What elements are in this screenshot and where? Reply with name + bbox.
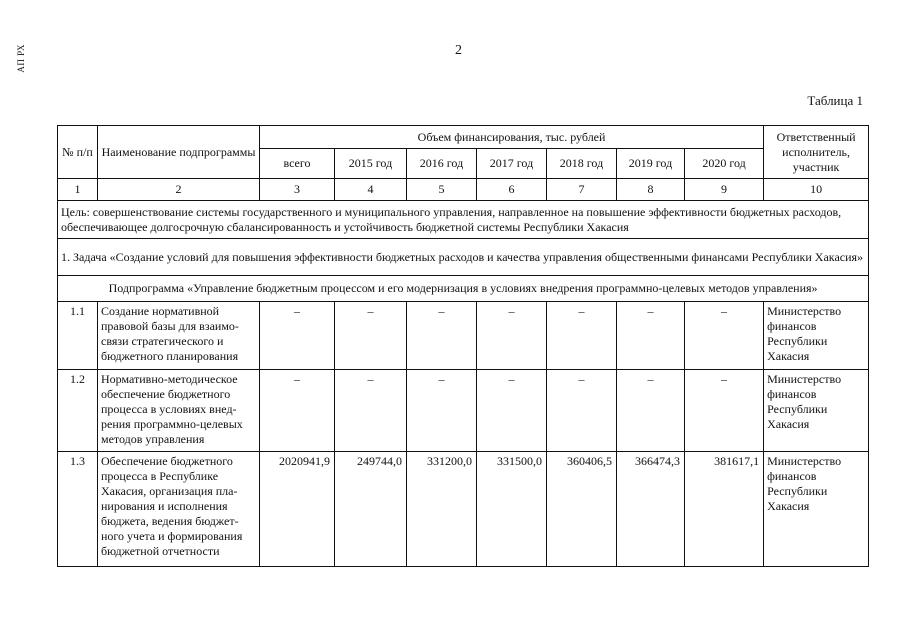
row-value: – (617, 302, 685, 370)
col-number: 4 (335, 179, 407, 201)
header-responsible: Ответственный исполнитель, участник (764, 126, 869, 179)
row-num: 1.3 (58, 452, 98, 567)
header-funding: Объем финансирования, тыс. рублей (260, 126, 764, 149)
header-name: Наименование подпрограммы (98, 126, 260, 179)
row-value: – (685, 370, 764, 452)
header-year: 2016 год (407, 149, 477, 179)
table-label: Таблица 1 (807, 93, 863, 108)
task-row (58, 239, 869, 276)
page-number: 2 (455, 43, 462, 58)
row-value: – (617, 370, 685, 452)
row-value: 2020941,9 (260, 452, 335, 567)
col-number: 9 (685, 179, 764, 201)
task-text: 1. Задача «Создание условий для повышения эффективности бюджетных расходов и качества управления общественными финансами Республики Хакасия» (58, 239, 869, 276)
side-mark: АП РХ (16, 44, 26, 73)
row-value: – (260, 370, 335, 452)
subprogram-row (58, 276, 869, 302)
row-name: Обеспечение бюджетного процесса в Республике Хакасия, организация пла-нирования и исполнения бюджета, ведения бюджет-ного учета и формирования бюджетной отчетности (98, 452, 260, 567)
col-number: 7 (547, 179, 617, 201)
table-row (58, 452, 869, 567)
row-value: – (685, 302, 764, 370)
row-responsible: Министерство финансов Республики Хакасия (764, 302, 869, 370)
row-name: Создание нормативной правовой базы для взаимо-связи стратегического и бюджетного планирования (98, 302, 260, 370)
row-value: 331200,0 (407, 452, 477, 567)
col-number: 8 (617, 179, 685, 201)
row-responsible: Министерство финансов Республики Хакасия (764, 452, 869, 567)
subprogram-text: Подпрограмма «Управление бюджетным процессом и его модернизация в условиях внедрения программно-целевых методов управления» (58, 276, 869, 302)
goal-text: Цель: совершенствование системы государственного и муниципального управления, направленное на повышение эффективности бюджетных расходов, обеспечивающее долгосрочную сбалансированность и устойчивость бюджетной системы Республики Хакасия (58, 201, 869, 239)
header-year: 2015 год (335, 149, 407, 179)
col-number: 10 (764, 179, 869, 201)
header-year: 2017 год (477, 149, 547, 179)
col-number: 5 (407, 179, 477, 201)
row-value: – (547, 370, 617, 452)
row-num: 1.2 (58, 370, 98, 452)
table-row (58, 302, 869, 370)
row-name: Нормативно-методическое обеспечение бюджетного процесса в условиях внед-рения программно-целевых методов управления (98, 370, 260, 452)
funding-table (57, 125, 869, 567)
header-row-1 (58, 126, 869, 149)
row-responsible: Министерство финансов Республики Хакасия (764, 370, 869, 452)
row-value: – (407, 370, 477, 452)
header-num: № п/п (58, 126, 98, 179)
row-value: 381617,1 (685, 452, 764, 567)
row-value: 249744,0 (335, 452, 407, 567)
row-value: 331500,0 (477, 452, 547, 567)
row-value: – (547, 302, 617, 370)
row-value: – (407, 302, 477, 370)
row-value: – (260, 302, 335, 370)
row-value: 366474,3 (617, 452, 685, 567)
col-number: 3 (260, 179, 335, 201)
table-row (58, 370, 869, 452)
col-number: 1 (58, 179, 98, 201)
header-year: 2018 год (547, 149, 617, 179)
header-year: всего (260, 149, 335, 179)
row-value: 360406,5 (547, 452, 617, 567)
column-number-row (58, 179, 869, 201)
header-year: 2019 год (617, 149, 685, 179)
col-number: 6 (477, 179, 547, 201)
row-num: 1.1 (58, 302, 98, 370)
goal-row (58, 201, 869, 239)
col-number: 2 (98, 179, 260, 201)
header-year: 2020 год (685, 149, 764, 179)
row-value: – (477, 370, 547, 452)
row-value: – (335, 370, 407, 452)
row-value: – (477, 302, 547, 370)
row-value: – (335, 302, 407, 370)
